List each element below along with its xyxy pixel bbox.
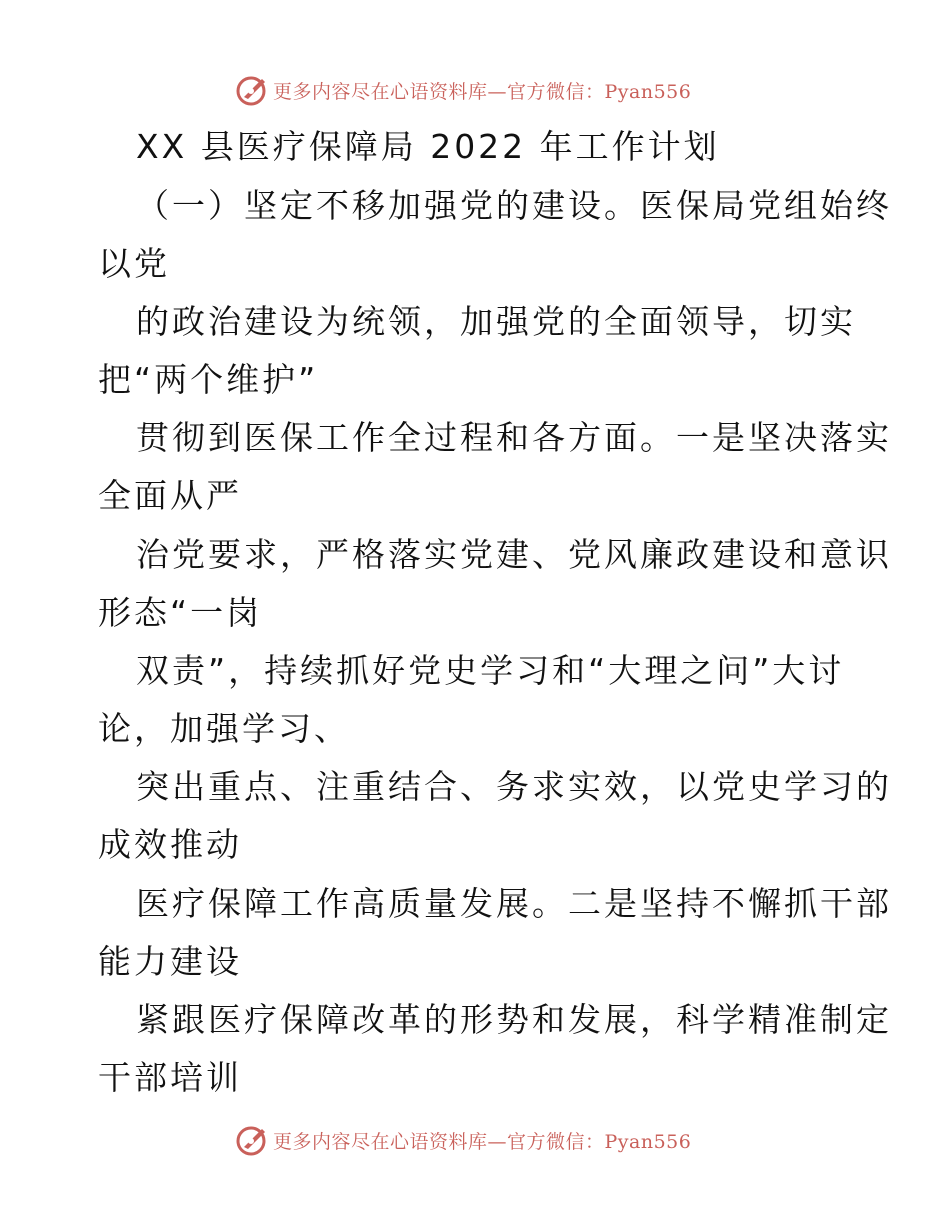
paragraph-line: 论，加强学习、: [98, 709, 350, 748]
paragraph-line: 治党要求，严格落实党建、党风廉政建设和意识: [136, 535, 892, 574]
footer-banner-text: 更多内容尽在心语资料库—官方微信：Pyan556: [273, 1130, 692, 1153]
paragraph-line: 全面从严: [98, 476, 242, 515]
paragraph-line: 紧跟医疗保障改革的形势和发展，科学精准制定: [136, 1000, 892, 1039]
footer-banner: [235, 1122, 691, 1158]
quill-logo-icon: [235, 73, 269, 107]
paragraph-line: 贯彻到医保工作全过程和各方面。一是坚决落实: [136, 418, 892, 457]
paragraph-line: 成效推动: [98, 825, 242, 864]
paragraph-line: 干部培训: [98, 1058, 242, 1097]
paragraph-line: 双责”，持续抓好党史学习和“大理之问”大讨: [136, 651, 845, 690]
paragraph-line: 形态“一岗: [98, 593, 263, 632]
paragraph-line: 突出重点、注重结合、务求实效，以党史学习的: [136, 767, 892, 806]
paragraph-line: 的政治建设为统领，加强党的全面领导，切实: [136, 302, 856, 341]
paragraph-line: 把“两个维护”: [98, 360, 319, 399]
quill-logo-icon: [235, 1123, 269, 1157]
document-title: XX 县医疗保障局 2022 年工作计划: [136, 127, 720, 166]
paragraph-line: 以党: [98, 244, 170, 283]
paragraph-line: 能力建设: [98, 942, 242, 981]
header-banner-text: 更多内容尽在心语资料库—官方微信：Pyan556: [273, 80, 692, 103]
paragraph-line: （一）坚定不移加强党的建设。医保局党组始终: [136, 186, 892, 225]
header-banner: [235, 72, 691, 108]
paragraph-line: 医疗保障工作高质量发展。二是坚持不懈抓干部: [136, 884, 892, 923]
